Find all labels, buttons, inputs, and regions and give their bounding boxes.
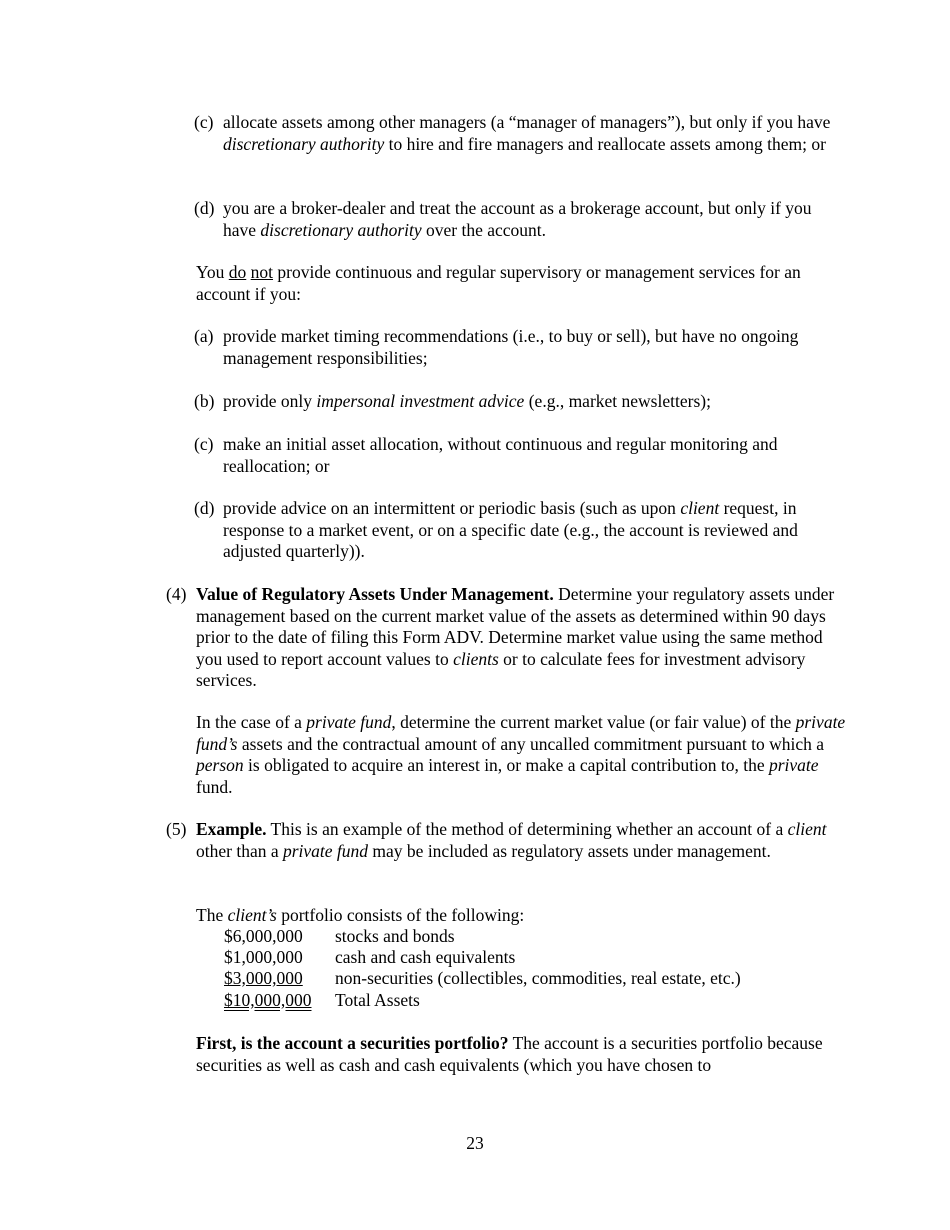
question-heading: First, is the account a securities portfolio? <box>196 1033 509 1053</box>
list-item-c <box>194 112 844 155</box>
private-fund-paragraph: In the case of a private fund, determine the current market value (or fair value) of the private fund’s assets and the contractual amount of any uncalled commitment pursuant to which a person is obligated to acquire an interest in, or make a capital contribution to, the private fund. <box>196 712 846 797</box>
list-text: allocate assets among other managers (a “manager of managers”), but only if you have discretionary authority to hire and fire managers and reallocate assets among them; or <box>223 112 831 154</box>
first-question-paragraph: First, is the account a securities portfolio? The account is a securities portfolio because securities as well as cash and cash equivalents (which you have chosen to <box>196 1033 823 1075</box>
page-number: 23 <box>466 1133 484 1153</box>
section-text: Example. This is an example of the method of determining whether an account of a client other than a private fund may be included as regulatory assets under management. <box>196 819 827 861</box>
not-item-d <box>194 498 844 563</box>
not-item-b <box>194 391 844 413</box>
section-5 <box>166 819 846 862</box>
list-label: (a) <box>194 326 214 346</box>
amount: $1,000,000 <box>224 947 303 967</box>
section-heading: Value of Regulatory Assets Under Management. <box>196 584 554 604</box>
list-text: provide market timing recommendations (i.e., to buy or sell), but have no ongoing management responsibilities; <box>223 326 799 368</box>
list-item-d <box>194 198 844 241</box>
list-text: provide only impersonal investment advice (e.g., market newsletters); <box>223 391 711 411</box>
list-text: provide advice on an intermittent or periodic basis (such as upon client request, in response to a market event, or on a specific date (e.g., the account is reviewed and adjusted quarterly)). <box>223 498 798 561</box>
list-label: (c) <box>194 112 214 132</box>
portfolio-intro: The client’s portfolio consists of the following: <box>196 905 525 925</box>
list-label: (d) <box>194 198 215 218</box>
section-text: Value of Regulatory Assets Under Management. Determine your regulatory assets under management based on the current market value of the assets as determined within 90 days prior to the date of filing this Form ADV. Determine market value using the same method you used to report account values to clients or to calculate fees for investment advisory services. <box>196 584 835 690</box>
section-label: (4) <box>166 584 187 604</box>
amount: $3,000,000 <box>224 968 303 988</box>
description: Total Assets <box>335 990 420 1010</box>
total-amount: $10,000,000 <box>224 990 312 1010</box>
description: cash and cash equivalents <box>335 947 516 967</box>
not-intro-paragraph: You do not provide continuous and regular supervisory or management services for an account if you: <box>196 262 801 304</box>
description: stocks and bonds <box>335 926 455 946</box>
list-label: (b) <box>194 391 215 411</box>
not-item-a <box>194 326 844 369</box>
section-4 <box>166 584 846 692</box>
section-label: (5) <box>166 819 187 839</box>
amount: $6,000,000 <box>224 926 303 946</box>
description: non-securities (collectibles, commodities, real estate, etc.) <box>335 968 741 988</box>
list-text: you are a broker-dealer and treat the account as a brokerage account, but only if you have discretionary authority over the account. <box>223 198 812 240</box>
list-label: (c) <box>194 434 214 454</box>
list-text: make an initial asset allocation, without continuous and regular monitoring and reallocation; or <box>223 434 778 476</box>
not-item-c <box>194 434 844 477</box>
list-label: (d) <box>194 498 215 518</box>
section-heading: Example. <box>196 819 267 839</box>
